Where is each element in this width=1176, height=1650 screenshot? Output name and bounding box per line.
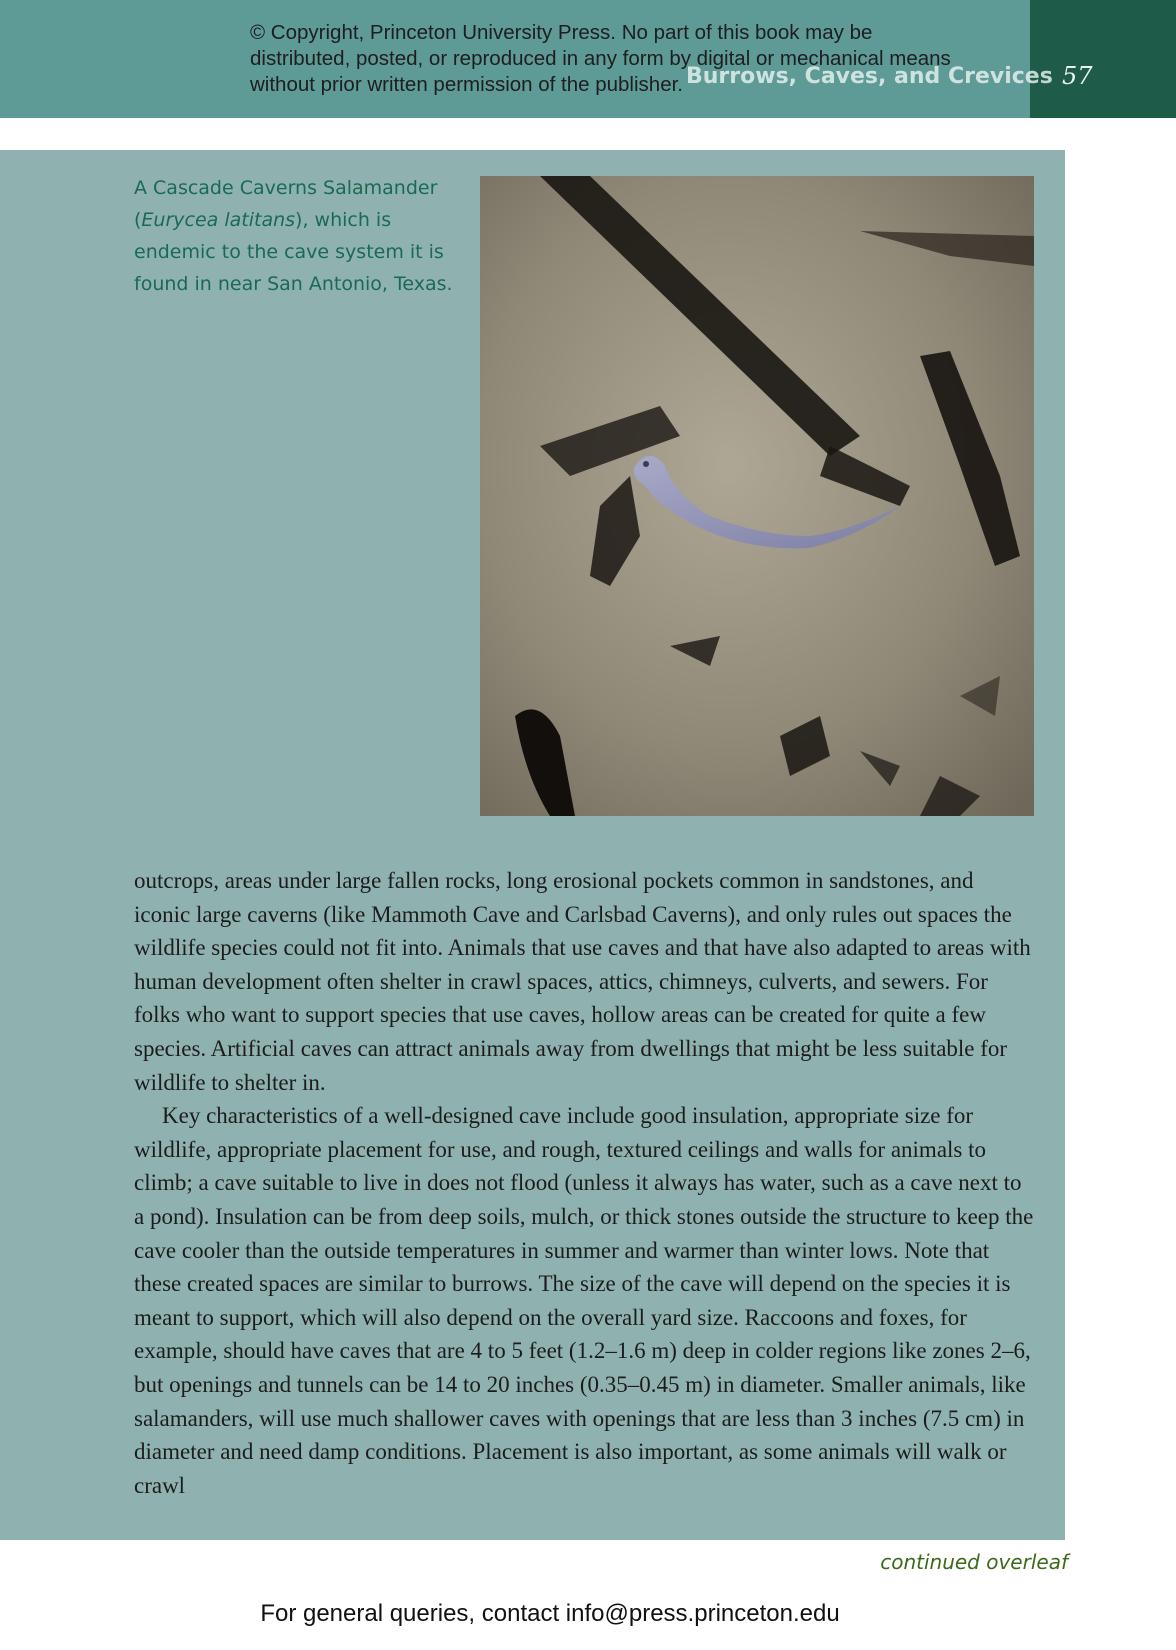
body-text [134, 864, 1034, 1502]
continued-note: continued overleaf [880, 1550, 1068, 1574]
caption-text-before: A Cascade Caverns Salamander ( [134, 177, 438, 231]
salamander-photo [480, 176, 1034, 816]
caption-species-name: Eurycea latitans [141, 209, 296, 231]
running-head: Burrows, Caves, and Crevices [686, 64, 1053, 89]
body-paragraph-1: outcrops, areas under large fallen rocks, long erosional pockets common in sandstones, and iconic large caverns (like Mammoth Cave and Carlsbad Caverns), and only rules out spaces the wildlife species could not fit into. Animals that use caves and that have also adapted to areas with human development often shelter in crawl spaces, attics, chimneys, culverts, and sewers. For folks who want to support species that use caves, hollow areas can be created for quite a few species. Artificial caves can attract animals away from dwellings that might be less suitable for wildlife to shelter in. [134, 868, 1031, 1095]
folio-box [1030, 0, 1176, 118]
figure-caption [134, 172, 464, 300]
copyright-notice: © Copyright, Princeton University Press. No part of this book may be distributed, posted, or reproduced in any form by digital or mechanical means without prior written permission of the publisher. [250, 21, 951, 96]
page-number: 57 [1062, 62, 1093, 90]
contact-footer: For general queries, contact info@press.princeton.edu [260, 1600, 840, 1627]
body-paragraph-2: Key characteristics of a well-designed cave include good insulation, appropriate size for wildlife, appropriate placement for use, and rough, textured ceilings and walls for animals to climb; a cave suitable to live in does not flood (unless it always has water, such as a cave next to a pond). Insulation can be from deep soils, mulch, or thick stones outside the structure to keep the cave cooler than the outside temperatures in summer and warmer than winter lows. Note that these created spaces are similar to burrows. The size of the cave will depend on the species it is meant to support, which will also depend on the overall yard size. Raccoons and foxes, for example, should have caves that are 4 to 5 feet (1.2–1.6 m) deep in colder regions like zones 2–6, but openings and tunnels can be 14 to 20 inches (0.35–0.45 m) in diameter. Smaller animals, like salamanders, will use much shallower caves with openings that are less than 3 inches (7.5 cm) in diameter and need damp conditions. Placement is also important, as some animals will walk or crawl [134, 1103, 1034, 1498]
caption-text-after: ), which is endemic to the cave system it is found in near San Antonio, Texas. [134, 209, 453, 295]
